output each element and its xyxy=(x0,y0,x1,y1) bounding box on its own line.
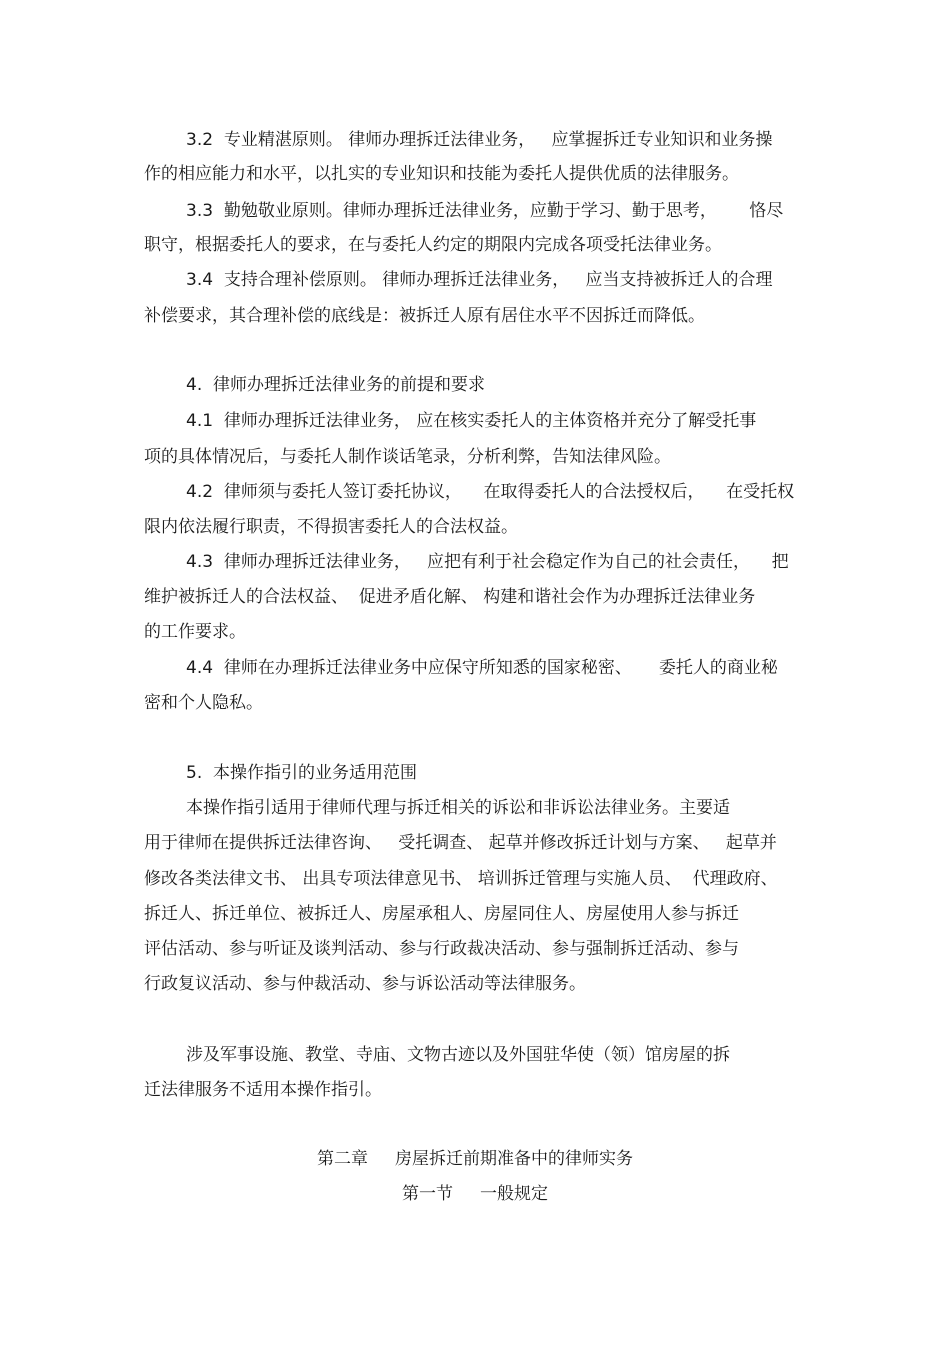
chapter-heading: 第二章 房屋拆迁前期准备中的律师实务 xyxy=(316,1149,634,1169)
paragraph-3-3-line-1: 3.3 勤勉敬业原则。律师办理拆迁法律业务，应勤于学习、勤于思考， 恪尽 xyxy=(186,201,784,221)
exclusion-paragraph-line-2: 迁法律服务不适用本操作指引。 xyxy=(144,1080,382,1100)
paragraph-5-line-2: 用于律师在提供拆迁法律咨询、 受托调查、 起草并修改拆迁计划与方案、 起草并 xyxy=(144,833,777,853)
paragraph-4-1-line-2: 项的具体情况后，与委托人制作谈话笔录，分析利弊，告知法律风险。 xyxy=(144,447,671,467)
paragraph-4-3-line-2: 维护被拆迁人的合法权益、 促进矛盾化解、 构建和谐社会作为办理拆迁法律业务 xyxy=(144,587,756,607)
paragraph-4-3-line-1: 4.3 律师办理拆迁法律业务， 应把有利于社会稳定作为自己的社会责任， 把 xyxy=(186,552,789,572)
exclusion-paragraph-line-1: 涉及军事设施、教堂、寺庙、文物古迹以及外国驻华使（领）馆房屋的拆 xyxy=(186,1045,730,1065)
section-4-heading: 4. 律师办理拆迁法律业务的前提和要求 xyxy=(186,375,486,395)
paragraph-3-3-line-2: 职守，根据委托人的要求，在与委托人约定的期限内完成各项受托法律业务。 xyxy=(144,235,722,255)
paragraph-3-4-line-2: 补偿要求，其合理补偿的底线是：被拆迁人原有居住水平不因拆迁而降低。 xyxy=(144,306,705,326)
paragraph-3-2-line-2: 作的相应能力和水平，以扎实的专业知识和技能为委托人提供优质的法律服务。 xyxy=(144,164,739,184)
paragraph-4-4-line-2: 密和个人隐私。 xyxy=(144,693,263,713)
paragraph-5-line-4: 拆迁人、拆迁单位、被拆迁人、房屋承租人、房屋同住人、房屋使用人参与拆迁 xyxy=(144,904,739,924)
paragraph-4-4-line-1: 4.4 律师在办理拆迁法律业务中应保守所知悉的国家秘密、 委托人的商业秘 xyxy=(186,658,778,678)
paragraph-5-line-6: 行政复议活动、参与仲裁活动、参与诉讼活动等法律服务。 xyxy=(144,974,586,994)
paragraph-3-4-line-1: 3.4 支持合理补偿原则。 律师办理拆迁法律业务， 应当支持被拆迁人的合理 xyxy=(186,270,773,290)
paragraph-4-2-line-1: 4.2 律师须与委托人签订委托协议， 在取得委托人的合法授权后， 在受托权 xyxy=(186,482,795,502)
paragraph-5-line-1: 本操作指引适用于律师代理与拆迁相关的诉讼和非诉讼法律业务。主要适 xyxy=(186,798,730,818)
paragraph-4-2-line-2: 限内依法履行职责，不得损害委托人的合法权益。 xyxy=(144,517,518,537)
paragraph-5-line-5: 评估活动、参与听证及谈判活动、参与行政裁决活动、参与强制拆迁活动、参与 xyxy=(144,939,739,959)
section-5-heading: 5. 本操作指引的业务适用范围 xyxy=(186,763,418,783)
paragraph-3-2-line-1: 3.2 专业精湛原则。 律师办理拆迁法律业务， 应掌握拆迁专业知识和业务操 xyxy=(186,130,773,150)
paragraph-5-line-3: 修改各类法律文书、 出具专项法律意见书、 培训拆迁管理与实施人员、 代理政府、 xyxy=(144,869,778,889)
section-heading: 第一节 一般规定 xyxy=(401,1184,549,1204)
paragraph-4-1-line-1: 4.1 律师办理拆迁法律业务， 应在核实委托人的主体资格并充分了解受托事 xyxy=(186,411,757,431)
paragraph-4-3-line-3: 的工作要求。 xyxy=(144,622,246,642)
